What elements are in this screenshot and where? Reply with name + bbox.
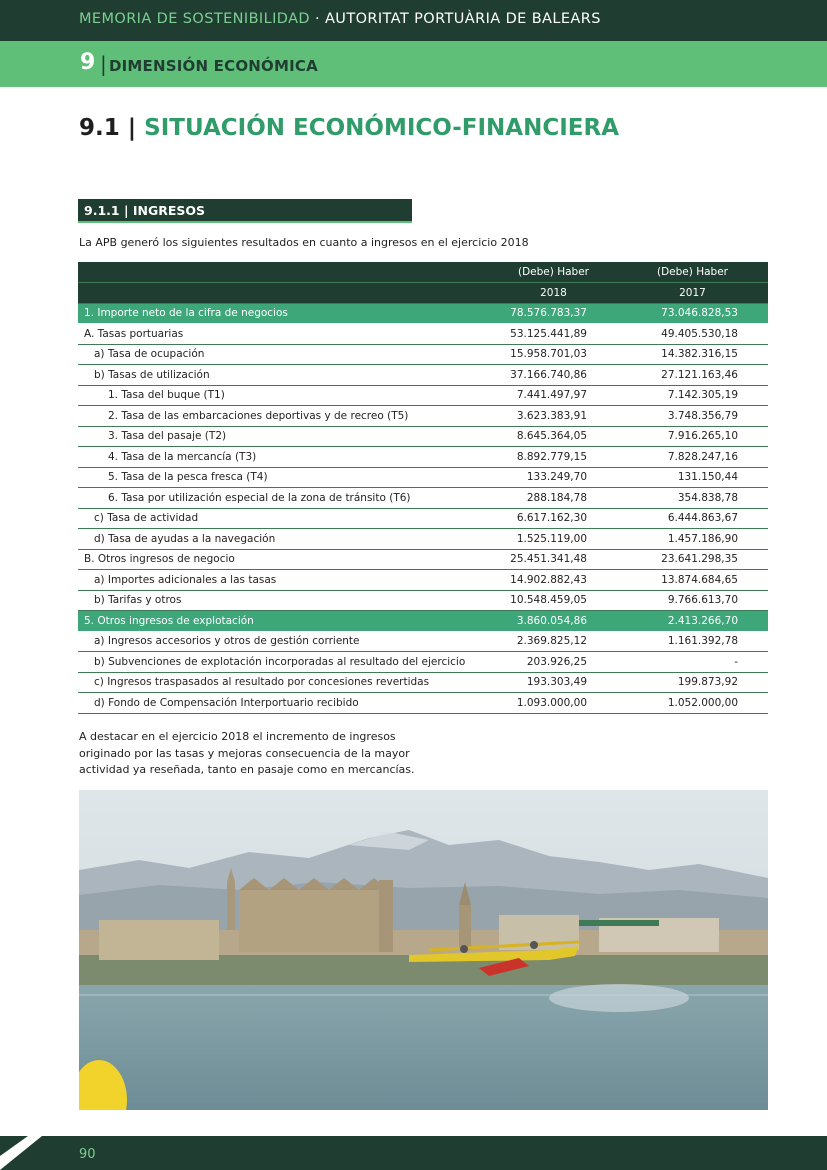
table-row [78, 426, 768, 447]
harbor-photo [79, 790, 768, 1110]
subsection-heading [78, 199, 412, 223]
value-2018: 2.369.825,12 [490, 631, 617, 652]
value-2018: 1.093.000,00 [490, 693, 617, 714]
table-header-row [78, 283, 768, 304]
table-row [78, 590, 768, 611]
row-label: 1. Importe neto de la cifra de negocios [78, 303, 490, 324]
chapter-bar [0, 41, 827, 87]
value-2018: 78.576.783,37 [490, 303, 617, 324]
value-2018: 25.451.341,48 [490, 549, 617, 570]
chapter-separator: | [100, 52, 107, 76]
row-label: 5. Tasa de la pesca fresca (T4) [78, 467, 490, 488]
organization-name: AUTORITAT PORTUÀRIA DE BALEARS [324, 11, 601, 27]
table-row [78, 467, 768, 488]
row-label: a) Tasa de ocupación [78, 344, 490, 365]
intro-paragraph: La APB generó los siguientes resultados en cuanto a ingresos en el ejercicio 2018 [79, 236, 529, 249]
chapter-number: 9 [80, 50, 96, 75]
closing-note: A destacar en el ejercicio 2018 el incremento de ingresos originado por las tasas y mejoras consecuencia de la mayor actividad ya reseñada, tanto en pasaje como en mercancías. [79, 730, 415, 776]
table-row [78, 672, 768, 693]
row-label: 4. Tasa de la mercancía (T3) [78, 447, 490, 468]
running-header [0, 0, 827, 41]
row-label: b) Tarifas y otros [78, 590, 490, 611]
row-label: b) Tasas de utilización [78, 365, 490, 386]
value-2018: 15.958.701,03 [490, 344, 617, 365]
row-label: c) Tasa de actividad [78, 508, 490, 529]
value-2017: 73.046.828,53 [617, 303, 768, 324]
value-2017: 6.444.863,67 [617, 508, 768, 529]
value-2018: 8.892.779,15 [490, 447, 617, 468]
value-2017: 9.766.613,70 [617, 590, 768, 611]
table-row [78, 631, 768, 652]
row-label: 6. Tasa por utilización especial de la zona de tránsito (T6) [78, 488, 490, 509]
table-row [78, 611, 768, 632]
table-row [78, 693, 768, 714]
value-2017: 2.413.266,70 [617, 611, 768, 632]
table-row [78, 344, 768, 365]
table-row [78, 570, 768, 591]
value-2018: 133.249,70 [490, 467, 617, 488]
value-2017: 354.838,78 [617, 488, 768, 509]
header-cell [78, 262, 490, 283]
page-number: 90 [79, 1147, 96, 1162]
value-2018: 3.860.054,86 [490, 611, 617, 632]
row-label: 2. Tasa de las embarcaciones deportivas y de recreo (T5) [78, 406, 490, 427]
value-2018: 6.617.162,30 [490, 508, 617, 529]
row-label: d) Tasa de ayudas a la navegación [78, 529, 490, 550]
value-2017: 7.828.247,16 [617, 447, 768, 468]
value-2017: 27.121.163,46 [617, 365, 768, 386]
value-2017: 7.142.305,19 [617, 385, 768, 406]
header-cell-year-2018: 2018 [490, 283, 617, 304]
value-2018: 53.125.441,89 [490, 324, 617, 345]
value-2018: 203.926,25 [490, 652, 617, 673]
header-title [79, 11, 601, 27]
value-2018: 10.548.459,05 [490, 590, 617, 611]
row-label: 5. Otros ingresos de explotación [78, 611, 490, 632]
value-2018: 7.441.497,97 [490, 385, 617, 406]
row-label: A. Tasas portuarias [78, 324, 490, 345]
table-header-row [78, 262, 768, 283]
row-label: b) Subvenciones de explotación incorporadas al resultado del ejercicio [78, 652, 490, 673]
header-cell-year-2017: 2017 [617, 283, 768, 304]
value-2017: 13.874.684,65 [617, 570, 768, 591]
value-2018: 8.645.364,05 [490, 426, 617, 447]
header-cell [78, 283, 490, 304]
value-2018: 37.166.740,86 [490, 365, 617, 386]
table-row [78, 529, 768, 550]
table-row [78, 508, 768, 529]
value-2018: 288.184,78 [490, 488, 617, 509]
table-row [78, 324, 768, 345]
value-2017: 1.161.392,78 [617, 631, 768, 652]
value-2018: 1.525.119,00 [490, 529, 617, 550]
row-label: 3. Tasa del pasaje (T2) [78, 426, 490, 447]
table-row [78, 406, 768, 427]
section-heading: SITUACIÓN ECONÓMICO-FINANCIERA [144, 115, 620, 141]
income-table [78, 262, 768, 714]
row-label: 1. Tasa del buque (T1) [78, 385, 490, 406]
palma-cathedral-seaplane-image [79, 790, 768, 1110]
value-2017: 1.457.186,90 [617, 529, 768, 550]
value-2017: 49.405.530,18 [617, 324, 768, 345]
table-row [78, 303, 768, 324]
row-label: d) Fondo de Compensación Interportuario recibido [78, 693, 490, 714]
value-2017: 131.150,44 [617, 467, 768, 488]
table-row [78, 652, 768, 673]
value-2017: 1.052.000,00 [617, 693, 768, 714]
value-2017: - [617, 652, 768, 673]
value-2018: 193.303,49 [490, 672, 617, 693]
value-2017: 3.748.356,79 [617, 406, 768, 427]
table-row [78, 549, 768, 570]
header-separator: · [309, 11, 325, 27]
value-2017: 7.916.265,10 [617, 426, 768, 447]
row-label: a) Importes adicionales a las tasas [78, 570, 490, 591]
publication-name: MEMORIA DE SOSTENIBILIDAD [79, 11, 310, 27]
subsection-title: 9.1.1 | INGRESOS [84, 203, 206, 218]
value-2017: 23.641.298,35 [617, 549, 768, 570]
section-title [79, 115, 619, 141]
table-row [78, 365, 768, 386]
header-cell: (Debe) Haber [617, 262, 768, 283]
row-label: a) Ingresos accesorios y otros de gestión corriente [78, 631, 490, 652]
section-number: 9.1 | [79, 115, 137, 141]
table-row [78, 447, 768, 468]
footer-stripe-decoration [0, 1136, 70, 1170]
table-row [78, 385, 768, 406]
value-2018: 3.623.383,91 [490, 406, 617, 427]
row-label: c) Ingresos traspasados al resultado por concesiones revertidas [78, 672, 490, 693]
value-2017: 14.382.316,15 [617, 344, 768, 365]
value-2017: 199.873,92 [617, 672, 768, 693]
chapter-name: DIMENSIÓN ECONÓMICA [109, 57, 318, 75]
table-row [78, 488, 768, 509]
value-2018: 14.902.882,43 [490, 570, 617, 591]
header-cell: (Debe) Haber [490, 262, 617, 283]
page-footer [0, 1136, 827, 1170]
row-label: B. Otros ingresos de negocio [78, 549, 490, 570]
